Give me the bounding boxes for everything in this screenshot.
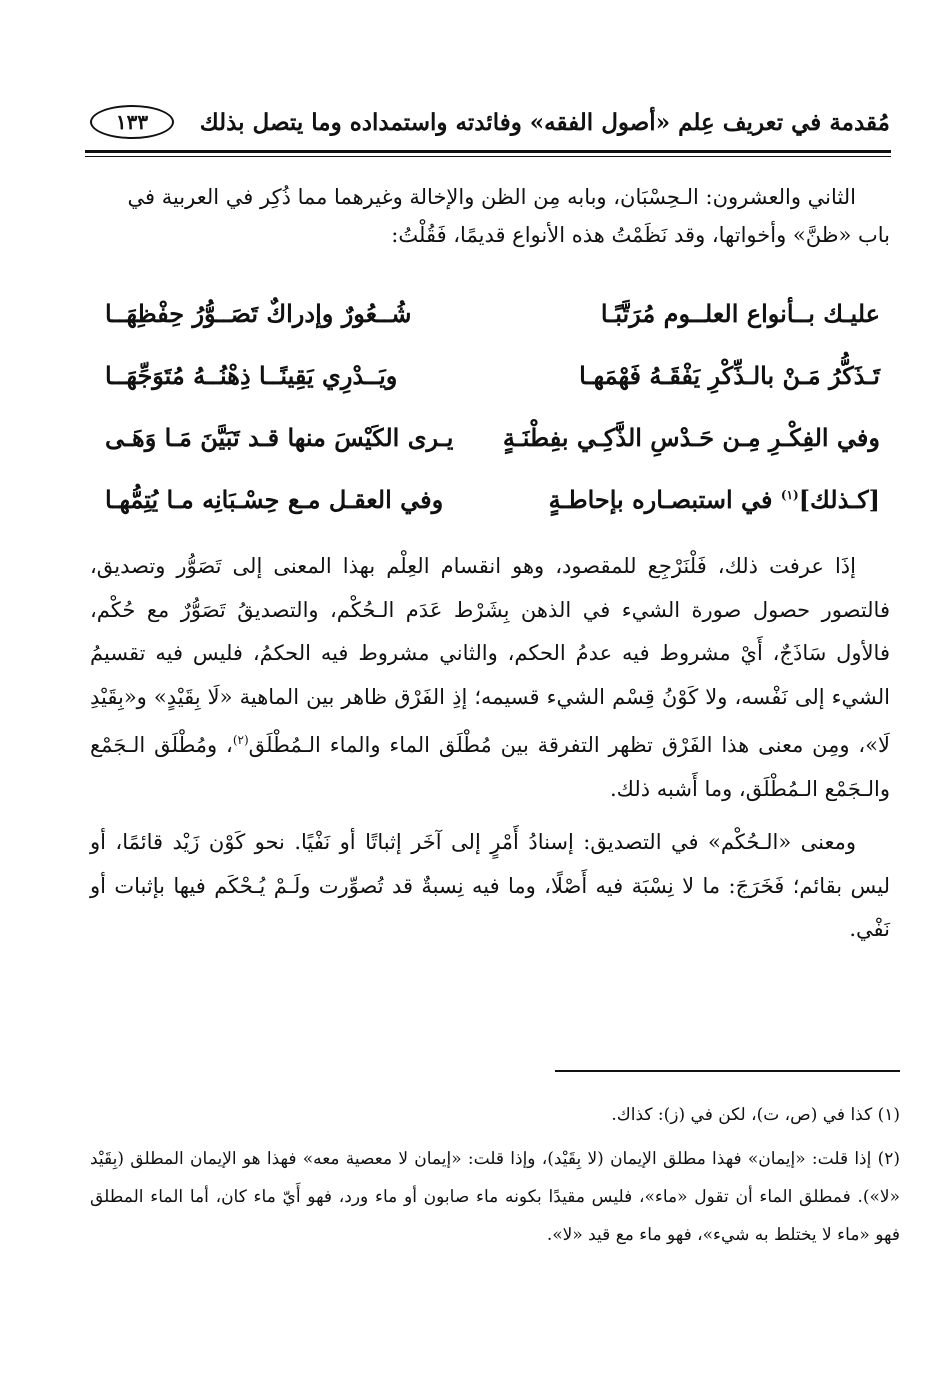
footnote-ref-1[interactable]: (١) — [780, 487, 799, 502]
paragraph-1-end: ، ومُطْلَق الـجَمْع والـجَمْع الـمُطْلَق، وما أَشبه ذلك. — [90, 733, 890, 801]
verse — [105, 468, 880, 530]
page-header — [90, 100, 890, 144]
verse-2-second-hemistich: ويَــدْرِي يَقِينًــا ذِهْنُــهُ مُتَوَجِّهَــا — [105, 360, 398, 390]
paragraph-spacer — [90, 811, 890, 821]
verse-4-first-hemistich-rest: في استبصـاره بإحاطـةٍ — [548, 484, 781, 514]
verse — [105, 406, 880, 468]
verse-3-second-hemistich: يـرى الكَيْسَ منها قـد تَبَيَّنَ مَـا وَهَـى — [105, 422, 454, 452]
footnotes — [90, 1096, 900, 1260]
footnote-ref-2[interactable]: (٢) — [232, 733, 249, 747]
main-text — [90, 545, 890, 952]
paragraph-2: ومعنى «الـحُكْم» في التصديق: إسنادُ أَمْرٍ إلى آخَر إثباتًا أو نَفْيًا. نحو كَوْن زَيْد قائمًا، أو ليس بقائم؛ فَخَرَجَ: ما لا نِسْبَة فيه أَصْلًا، وما فيه نِسبةٌ قد تُصوِّرت ولَـمْ يُـحْكَم فيها بإثبات أو نَفْي. — [90, 830, 890, 941]
verse-1-second-hemistich: شُــعُورٌ وإدراكٌ تَصَــوُّرُ حِفْظِهَــا — [105, 298, 412, 328]
verse-4-first-hemistich — [510, 485, 880, 514]
verse-1-first-hemistich: عليـك بــأنواع العلــوم مُرَتَّبًـا — [600, 298, 880, 328]
paragraph-1-text: إذَا عرفت ذلك، فَلْنَرْجِع للمقصود، وهو انقسام العِلْم بهذا المعنى إلى تَصَوُّر وتصديق، فالتصور حصول صورة الشيء في الذهن بِشَرْط عَدَم الـحُكْم، والتصديقُ تَصَوُّرٌ مع حُكْم، فالأول سَاذَجٌ، أَيْ مشروط فيه عدمُ الحكم، والثاني مشروط فيه الحكمُ، فليس فيه تقسيمُ الشيء إلى نَفْسه، ولا كَوْنُ قِسْم الشيء قسيمه؛ إذِ الفَرْق ظاهر بين الماهية «لَا بِقَيْدٍ» و«بِقَيْدِ لَا»، ومِن معنى هذا الفَرْق تظهر التفرقة بين مُطْلَق الماء والماء الـمُطْلَق — [90, 554, 891, 757]
verse — [105, 344, 880, 406]
verse-4-second-hemistich: وفي العقـل مـع حِسْـبَانِه مـا يُتِمُّهـا — [105, 484, 444, 514]
footnote-1: (١) كذا في (ص، ت)، لكن في (ز): كذاك. — [611, 1105, 900, 1125]
verse-3-first-hemistich: وفي الفِكْـرِ مِـن حَـدْسِ الذَّكِـي بفِطْنَـةٍ — [502, 422, 880, 452]
running-title: مُقدمة في تعريف عِلم «أصول الفقه» وفائدته واستمداده وما يتصل بذلك — [199, 108, 890, 136]
verse-2-first-hemistich: تَـذَكُّرُ مَـنْ بالـذِّكْرِ يَفْقَـهُ فَهْمَهـا — [579, 360, 880, 390]
footnote-2: (٢) إذا قلت: «إيمان» فهذا مطلق الإيمان (لا بِقَيْد)، وإذا قلت: «إيمان لا معصية معه» فهذا هو الإيمان المطلق (بِقَيْد «لا»). فمطلق الماء أن تقول «ماء»، فليس مقيدًا بكونه ماء صابون أو ماء ورد، فهو أَيّ ماء كان، أما الماء المطلق فهو «ماء لا يختلط به شيء»، فهو ماء مع قيد «لا». — [90, 1149, 900, 1245]
header-rule — [85, 150, 891, 153]
paragraph-1 — [90, 545, 890, 811]
header-rule-thin — [85, 156, 891, 157]
verse — [105, 282, 880, 344]
intro-paragraph — [90, 178, 890, 254]
verse-4-bracketed-word: [كـذلك] — [798, 484, 880, 514]
footnote-separator — [555, 1070, 900, 1072]
poem — [105, 282, 880, 530]
intro-line-1: الثاني والعشرون: الـحِسْبَان، وبابه مِن الظن والإخالة وغيرهما مما ذُكِر في العربية في — [127, 185, 856, 209]
page-number: ١٣٣ — [90, 105, 174, 139]
intro-line-2: باب «ظنَّ» وأخواتها، وقد نَظَمْتُ هذه الأنواع قديمًا، فَقُلْتُ: — [391, 223, 890, 247]
